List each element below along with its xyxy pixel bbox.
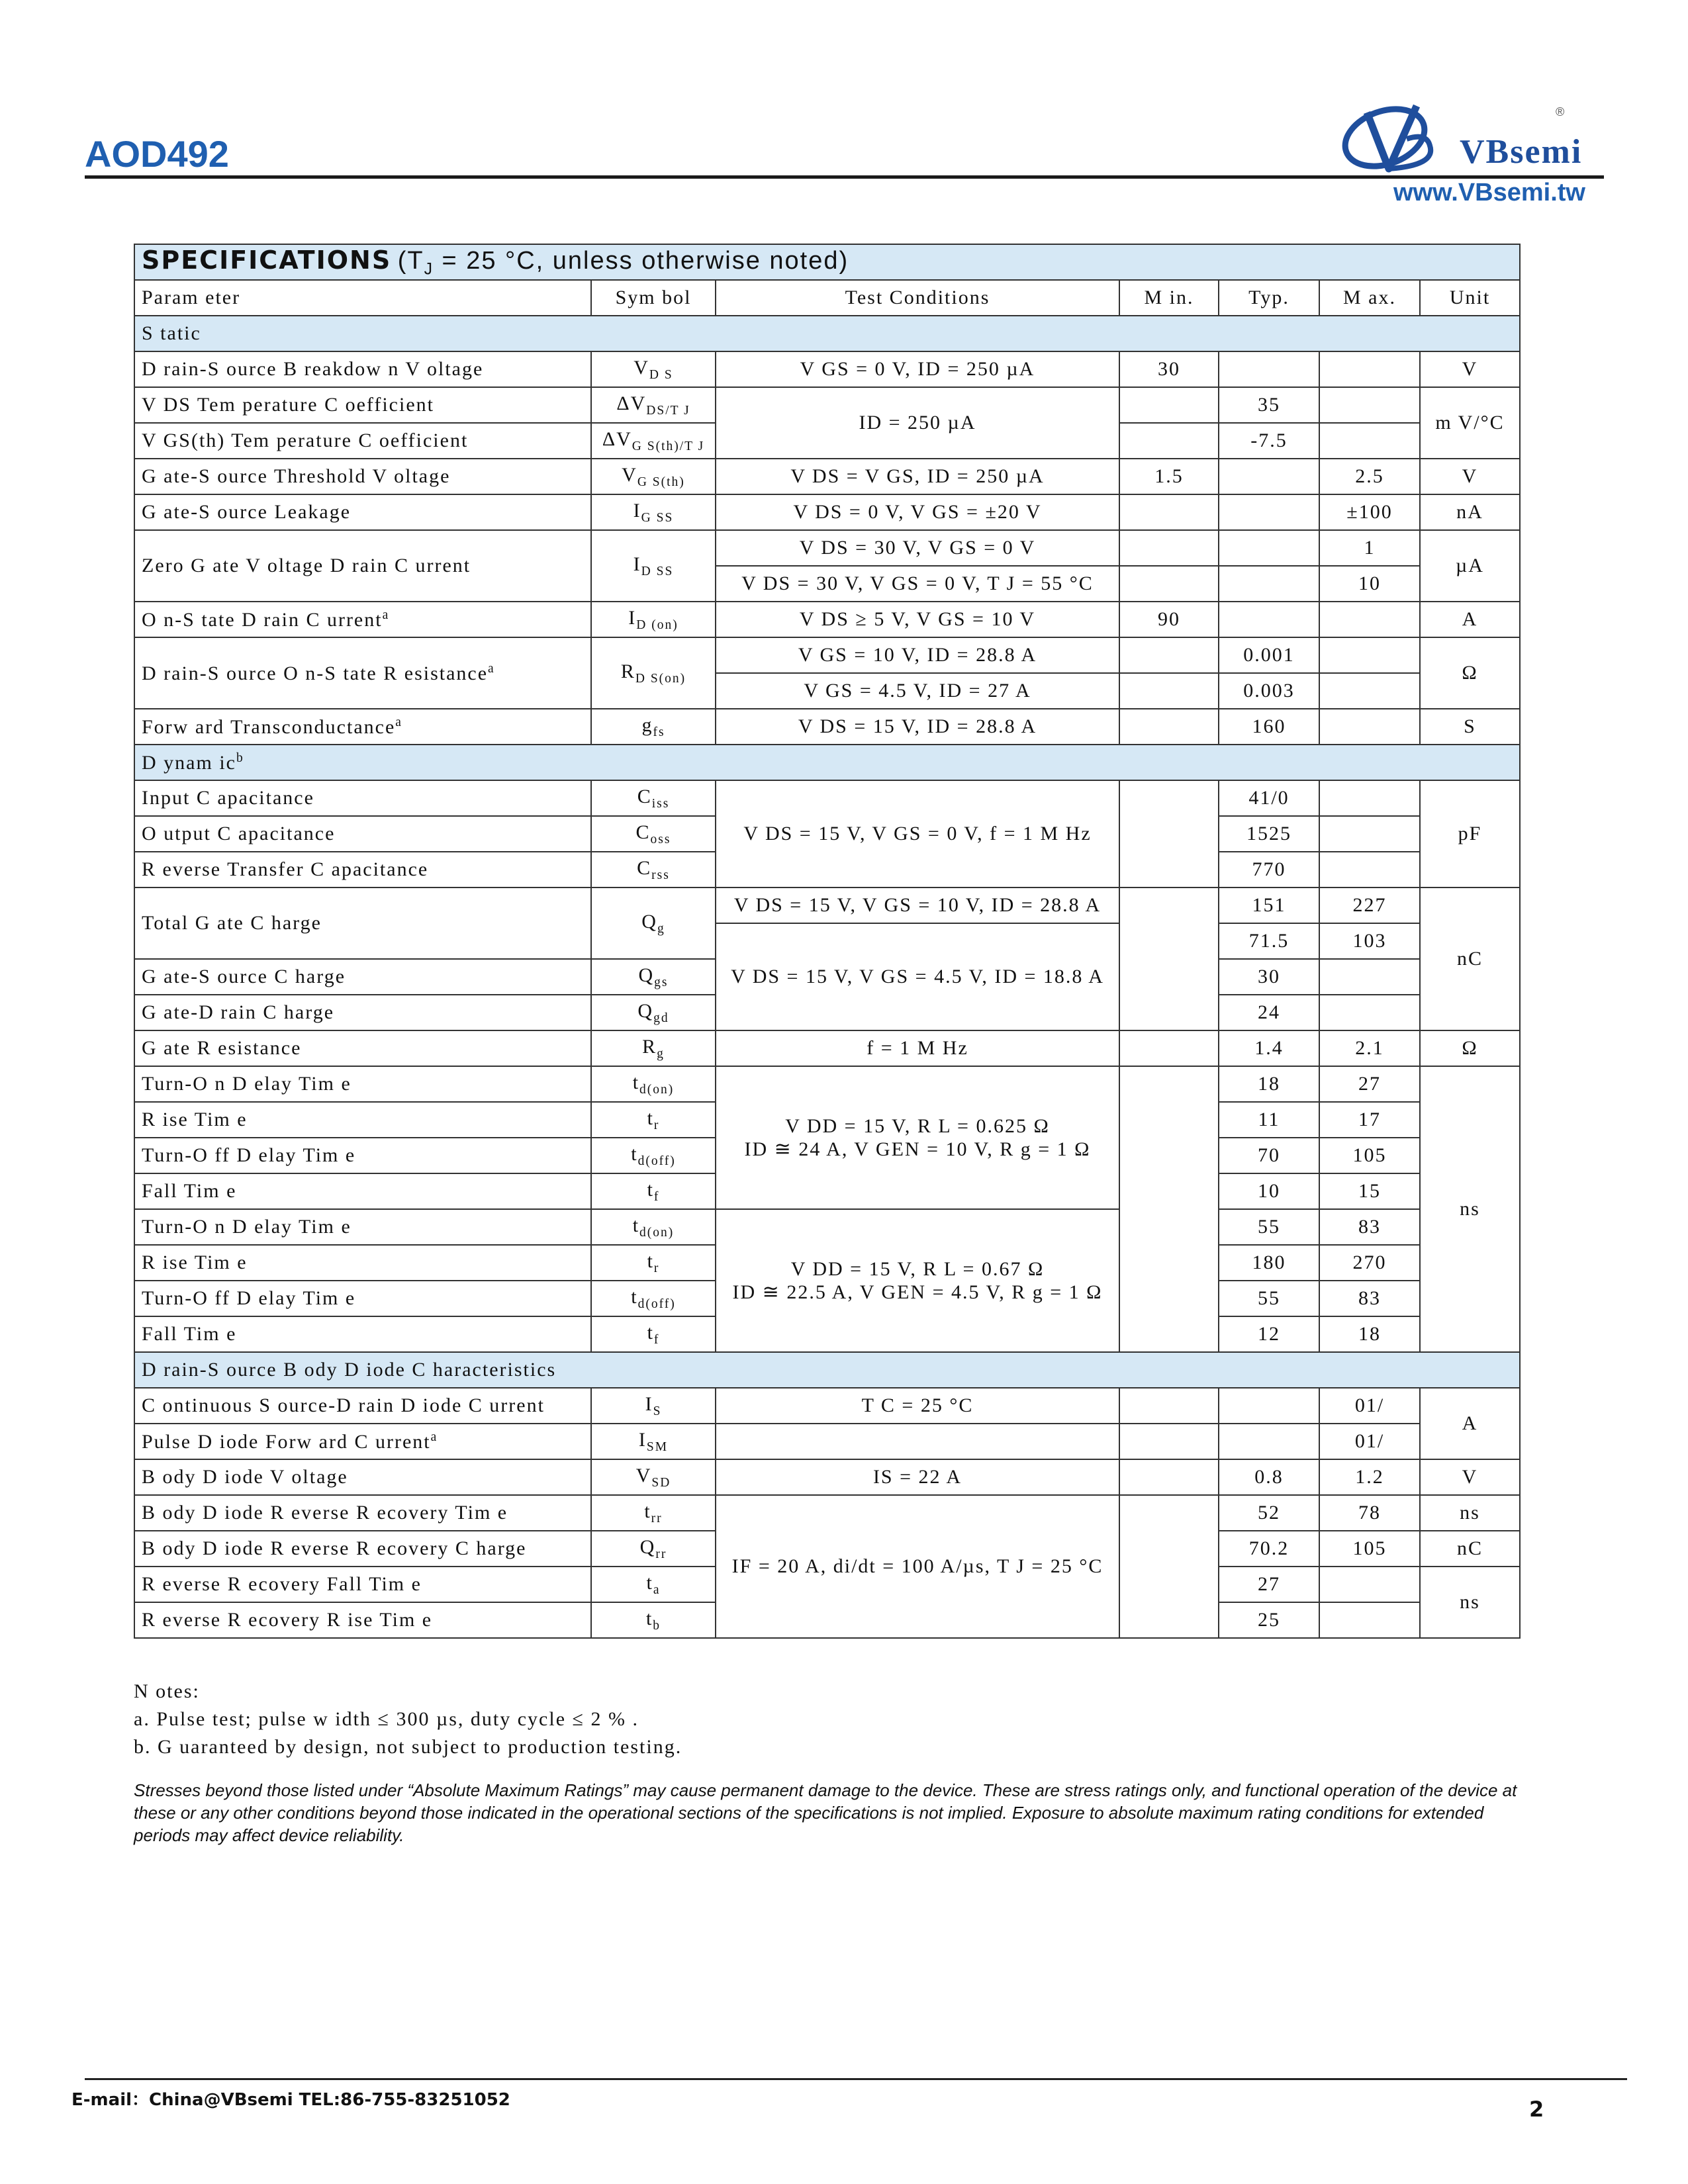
col-max: M ax. bbox=[1319, 280, 1420, 316]
disclaimer-text: Stresses beyond those listed under “Absolute Maximum Ratings” may cause permanent damage to the device. These are stress ratings only, and functional operation of the device at these or any other conditions beyond those indicated in the operational sections of the specifications is not implied. Exposure to absolute maximum rating conditions for extended periods may affect device reliability. bbox=[134, 1780, 1517, 1845]
notes bbox=[134, 1678, 682, 1761]
table-row: Fall Tim e $t_f$ 10 15 bbox=[134, 1173, 1520, 1209]
table-row: R everse R ecovery Fall Tim e $t_a$ 27 ns bbox=[134, 1567, 1520, 1602]
table-row: R ise Tim e $t_r$ 180 270 bbox=[134, 1245, 1520, 1281]
footer-contact: E-mail：China@VBsemi TEL:86-755-83251052 bbox=[71, 2090, 510, 2110]
table-row: C ontinuous S ource-D rain D iode C urrent $I_S$ T C = 25 °C 01/ A bbox=[134, 1388, 1520, 1424]
table-row: V DS Tem perature C oefficient $\Delta V_{DS/T J}$ ID = 250 µA 35 m V/°C bbox=[134, 387, 1520, 423]
table-row: B ody D iode R everse R ecovery Tim e $t_{rr}$ IF = 20 A, di/dt = 100 A/µs, T J = 25 °C 52 78 ns bbox=[134, 1495, 1520, 1531]
table-row: O n-S tate D rain C urrent$^a$ $I_{D (on)}$ V DS ≥ 5 V, V GS = 10 V 90 A bbox=[134, 602, 1520, 637]
table-row: Forw ard Transconductance$^a$ $g_{fs}$ V DS = 15 V, ID = 28.8 A 160 S bbox=[134, 709, 1520, 745]
table-title-row bbox=[134, 244, 1520, 280]
table-row: B ody D iode V oltage $V_{SD}$ IS = 22 A 0.8 1.2 V bbox=[134, 1459, 1520, 1495]
brand-website: www.VBsemi.tw bbox=[1393, 179, 1585, 206]
table-row: G ate-S ource C harge $Q_{gs}$ 30 bbox=[134, 959, 1520, 995]
part-number-title: AOD492 bbox=[85, 133, 229, 175]
table-row: Pulse D iode Forw ard C urrent$^a$ $I_{SM}$ 01/ bbox=[134, 1424, 1520, 1459]
table-row: D rain-S ource B reakdow n V oltage $V_{D S}$ V GS = 0 V, ID = 250 µA 30 V bbox=[134, 351, 1520, 387]
registered-mark: ® bbox=[1556, 105, 1565, 118]
notes-heading: N otes: bbox=[134, 1680, 200, 1702]
note-b: b. G uaranteed by design, not subject to production testing. bbox=[134, 1736, 682, 1758]
table-row: V DS = 30 V, V GS = 0 V, T J = 55 °C 10 bbox=[134, 566, 1520, 602]
brand-name: VBsemi bbox=[1460, 133, 1583, 171]
specifications-table bbox=[134, 244, 1521, 1639]
table-row: G ate-S ource Threshold V oltage $V_{G S(th)}$ V DS = V GS, ID = 250 µA 1.5 2.5 V bbox=[134, 459, 1520, 494]
footer-rule bbox=[85, 2078, 1627, 2080]
table-row: G ate-S ource Leakage $I_{G SS}$ V DS = 0 V, V GS = ±20 V ±100 nA bbox=[134, 494, 1520, 530]
table-row: Zero G ate V oltage D rain C urrent $I_{D SS}$ V DS = 30 V, V GS = 0 V 1 µA bbox=[134, 530, 1520, 566]
col-unit: Unit bbox=[1420, 280, 1520, 316]
column-header-row bbox=[134, 280, 1520, 316]
page-number: 2 bbox=[1529, 2097, 1544, 2122]
table-row: G ate R esistance $R_g$ f = 1 M Hz 1.4 2.1 Ω bbox=[134, 1030, 1520, 1066]
col-typ: Typ. bbox=[1219, 280, 1319, 316]
table-row: D rain-S ource O n-S tate R esistance$^a$ $R_{D S(on)}$ V GS = 10 V, ID = 28.8 A 0.001 Ω bbox=[134, 637, 1520, 673]
table-row: R ise Tim e $t_r$ 11 17 bbox=[134, 1102, 1520, 1138]
table-row: Turn-O n D elay Tim e $t_{d(on)}$ V DD = 15 V, R L = 0.625 Ω ID ≅ 24 A, V GEN = 10 V, R g = 1 Ω 18 27 ns bbox=[134, 1066, 1520, 1102]
section-dynamic: D ynam $ic^b$ bbox=[134, 745, 1520, 780]
table-title: SPECIFICATIONS bbox=[142, 245, 392, 275]
col-parameter: Param eter bbox=[134, 280, 591, 316]
table-row: R everse R ecovery R ise Tim e $t_b$ 25 bbox=[134, 1602, 1520, 1638]
note-a: a. Pulse test; pulse w idth ≤ 300 µs, duty cycle ≤ 2 % . bbox=[134, 1708, 639, 1730]
table-row: Turn-O n D elay Tim e $t_{d(on)}$ V DD = 15 V, R L = 0.67 Ω ID ≅ 22.5 A, V GEN = 4.5 V, R g = 1 Ω 55 83 bbox=[134, 1209, 1520, 1245]
table-row: V GS = 4.5 V, ID = 27 A 0.003 bbox=[134, 673, 1520, 709]
table-row: G ate-D rain C harge $Q_{gd}$ 24 bbox=[134, 995, 1520, 1030]
table-row: Input C apacitance $C_{iss}$ V DS = 15 V, V GS = 0 V, f = 1 M Hz 41/0 pF bbox=[134, 780, 1520, 816]
table-row: Fall Tim e $t_f$ 12 18 bbox=[134, 1316, 1520, 1352]
section-static: S tatic bbox=[134, 316, 1520, 351]
table-row: Turn-O ff D elay Tim e $t_{d(off)}$ 70 105 bbox=[134, 1138, 1520, 1173]
table-row: V DS = 15 V, V GS = 4.5 V, ID = 18.8 A 71.5 103 bbox=[134, 923, 1520, 959]
table-row: R everse Transfer C apacitance $C_{rss}$ 770 bbox=[134, 852, 1520, 887]
col-symbol: Sym bol bbox=[591, 280, 716, 316]
table-row: B ody D iode R everse R ecovery C harge $Q_{rr}$ 70.2 105 nC bbox=[134, 1531, 1520, 1567]
table-row: V GS(th) Tem perature C oefficient $\Delta V_{G S(th)/T J}$ -7.5 bbox=[134, 423, 1520, 459]
table-row: O utput C apacitance $C_{oss}$ 1525 bbox=[134, 816, 1520, 852]
col-min: M in. bbox=[1119, 280, 1219, 316]
table-condition: ($T_J = 25$ °C, unless otherwise noted) bbox=[397, 246, 849, 279]
section-body-diode: D rain-S ource B ody D iode C haracteristics bbox=[134, 1352, 1520, 1388]
col-test-conditions: Test Conditions bbox=[716, 280, 1119, 316]
table-row: Turn-O ff D elay Tim e $t_{d(off)}$ 55 83 bbox=[134, 1281, 1520, 1316]
table-row: Total G ate C harge $Q_g$ V DS = 15 V, V GS = 10 V, ID = 28.8 A 151 227 nC bbox=[134, 887, 1520, 923]
